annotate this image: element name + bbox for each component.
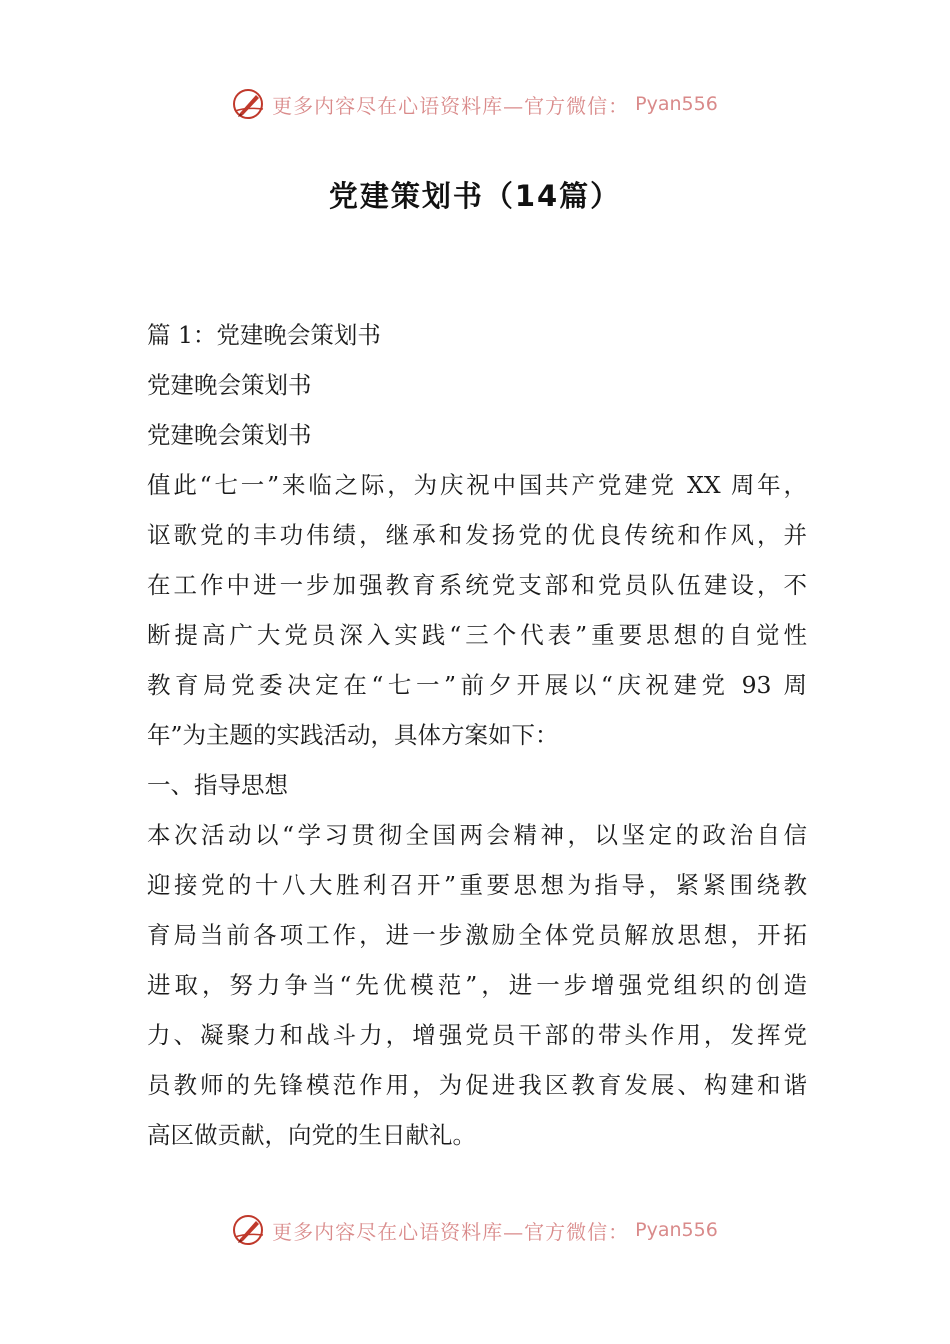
document-body bbox=[147, 310, 807, 1160]
text-line: 力、凝聚力和战斗力，增强党员干部的带头作用，发挥党 bbox=[147, 1021, 807, 1049]
header-banner bbox=[0, 84, 950, 124]
text-line: 党建晚会策划书 bbox=[147, 371, 312, 399]
text-line: 教育局党委决定在“七一”前夕开展以“庆祝建党 93 周 bbox=[147, 671, 807, 699]
text-line: 断提高广大党员深入实践“三个代表”重要思想的自觉性 bbox=[147, 621, 807, 649]
text-line: 值此“七一”来临之际，为庆祝中国共产党建党 XX 周年， bbox=[147, 471, 807, 499]
text-line: 高区做贡献，向党的生日献礼。 bbox=[147, 1121, 476, 1149]
text-line: 员教师的先锋模范作用，为促进我区教育发展、构建和谐 bbox=[147, 1071, 807, 1099]
text-line: 育局当前各项工作，进一步激励全体党员解放思想，开拓 bbox=[147, 921, 807, 949]
text-line: 本次活动以“学习贯彻全国两会精神，以坚定的政治自信 bbox=[147, 821, 807, 849]
page-title: 党建策划书（14篇） bbox=[328, 179, 622, 213]
pen-logo-icon bbox=[232, 1213, 266, 1247]
text-line: 迎接党的十八大胜利召开”重要思想为指导，紧紧围绕教 bbox=[147, 871, 807, 899]
footer-banner bbox=[0, 1210, 950, 1250]
header-banner-text: 更多内容尽在心语资料库—官方微信： bbox=[272, 93, 630, 118]
section-heading: 一、指导思想 bbox=[147, 771, 288, 799]
text-line: 党建晚会策划书 bbox=[147, 421, 312, 449]
footer-banner-text: 更多内容尽在心语资料库—官方微信： bbox=[272, 1219, 630, 1244]
text-line: 讴歌党的丰功伟绩，继承和发扬党的优良传统和作风，并 bbox=[147, 521, 807, 549]
text-line: 进取，努力争当“先优模范”，进一步增强党组织的创造 bbox=[147, 971, 807, 999]
header-wechat-id: Pyan556 bbox=[635, 93, 718, 115]
text-line: 在工作中进一步加强教育系统党支部和党员队伍建设，不 bbox=[147, 571, 807, 599]
footer-wechat-id: Pyan556 bbox=[635, 1219, 718, 1241]
text-line: 年”为主题的实践活动，具体方案如下： bbox=[147, 721, 559, 749]
pen-logo-icon bbox=[232, 87, 266, 121]
section-heading: 篇 1：党建晚会策划书 bbox=[147, 321, 381, 349]
